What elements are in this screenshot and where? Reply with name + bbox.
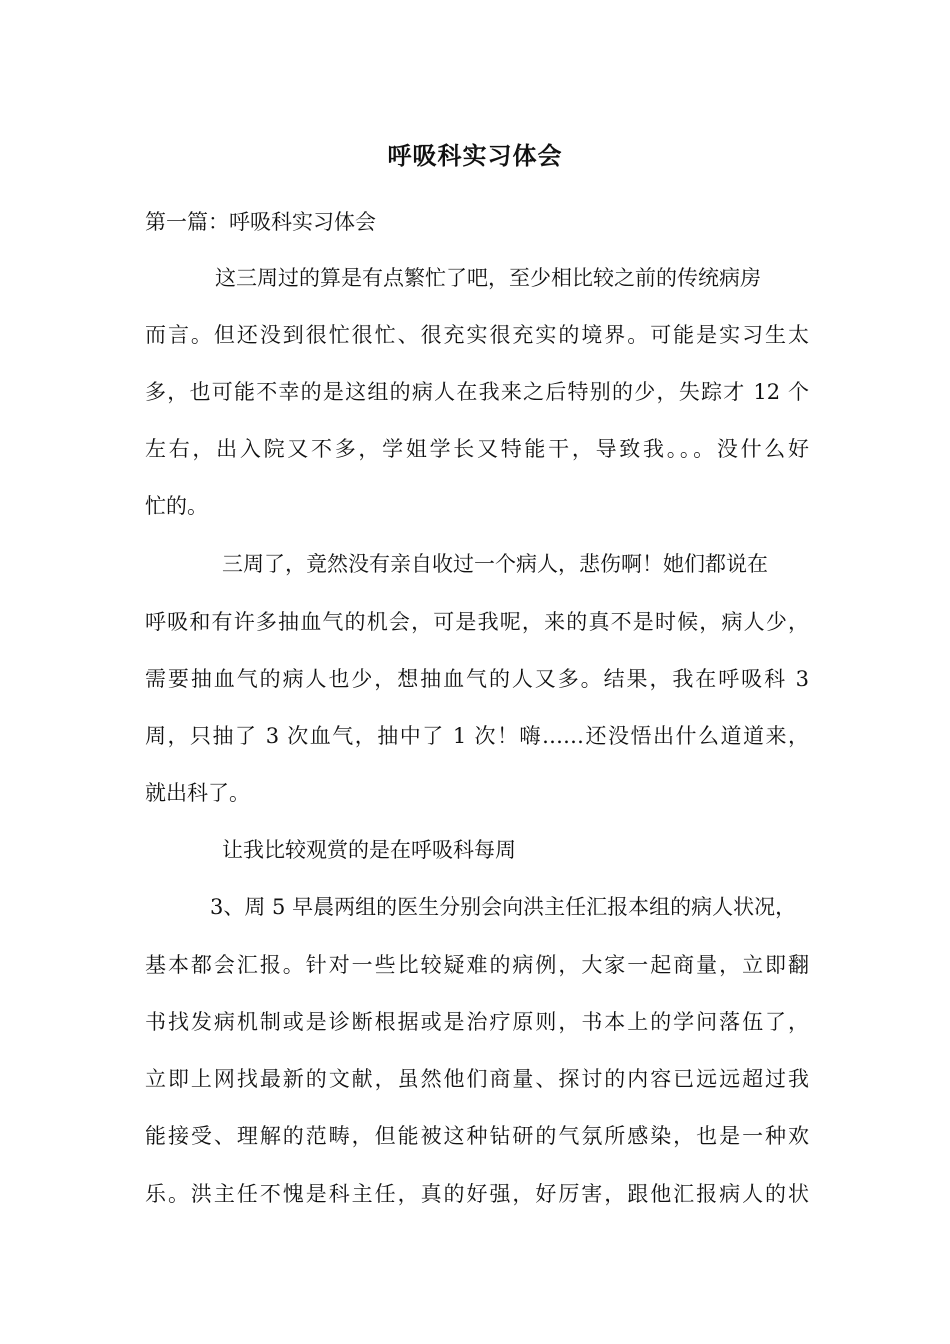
paragraph-2-line-2: 呼吸和有许多抽血气的机会，可是我呢，来的真不是时候，病人少，	[145, 610, 809, 634]
paragraph-4-line-2: 基本都会汇报。针对一些比较疑难的病例，大家一起商量，立即翻	[145, 953, 809, 977]
paragraph-3-line-1: 让我比较观赏的是在呼吸科每周	[222, 838, 516, 862]
paragraph-4-line-4: 立即上网找最新的文献，虽然他们商量、探讨的内容已远远超过我	[145, 1067, 809, 1091]
paragraph-2-line-4: 周，只抽了 3 次血气，抽中了 1 次！嗨……还没悟出什么道道来，	[145, 724, 809, 748]
paragraph-1-line-1: 这三周过的算是有点繁忙了吧，至少相比较之前的传统病房	[215, 266, 761, 290]
paragraph-1-line-2: 而言。但还没到很忙很忙、很充实很充实的境界。可能是实习生太	[145, 323, 809, 347]
paragraph-4-line-5: 能接受、理解的范畴，但能被这种钻研的气氛所感染，也是一种欢	[145, 1124, 809, 1148]
paragraph-4-line-1: 3、周 5 早晨两组的医生分别会向洪主任汇报本组的病人状况，	[210, 895, 797, 919]
paragraph-4-line-3: 书找发病机制或是诊断根据或是治疗原则，书本上的学问落伍了，	[145, 1010, 809, 1034]
paragraph-2-line-5: 就出科了。	[145, 781, 250, 805]
paragraph-2-line-1: 三周了，竟然没有亲自收过一个病人，悲伤啊！她们都说在	[222, 552, 768, 576]
document-title: 呼吸科实习体会	[387, 141, 563, 170]
paragraph-2-line-3: 需要抽血气的病人也少，想抽血气的人又多。结果，我在呼吸科 3	[145, 667, 809, 691]
paragraph-1-line-4: 左右，出入院又不多，学姐学长又特能干，导致我。。。没什么好	[145, 437, 809, 461]
paragraph-1-line-5: 忙的。	[145, 494, 208, 518]
section-heading: 第一篇：呼吸科实习体会	[145, 210, 376, 234]
paragraph-1-line-3: 多，也可能不幸的是这组的病人在我来之后特别的少，失踪才 12 个	[145, 380, 809, 404]
paragraph-4-line-6: 乐。洪主任不愧是科主任，真的好强，好厉害，跟他汇报病人的状	[145, 1182, 809, 1206]
